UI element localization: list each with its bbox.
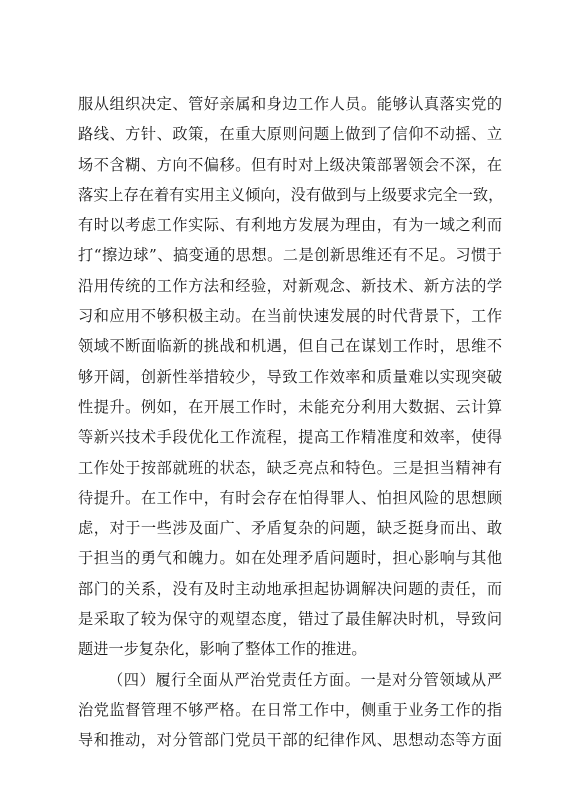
- text-line: 场不含糊、方向不偏移。但有时对上级决策部署领会不深，在: [78, 155, 502, 174]
- text-line: 路线、方针、政策，在重大原则问题上做到了信仰不动摇、立: [78, 125, 502, 144]
- text-line: 等新兴技术手段优化工作流程，提高工作精准度和效率，使得: [78, 428, 502, 447]
- text-line: 工作处于按部就班的状态，缺乏亮点和特色。三是担当精神有: [78, 458, 502, 477]
- paragraph-1: [78, 89, 502, 665]
- text-line: 沿用传统的工作方法和经验，对新观念、新技术、新方法的学: [78, 276, 502, 295]
- text-line: 于担当的勇气和魄力。如在处理矛盾问题时，担心影响与其他: [78, 549, 502, 568]
- text-line: 习和应用不够积极主动。在当前快速发展的时代背景下，工作: [78, 307, 502, 326]
- text-line: 落实上存在着有实用主义倾向，没有做到与上级要求完全一致，: [78, 185, 504, 204]
- paragraph-2: [78, 665, 502, 756]
- text-line: 服从组织决定、管好亲属和身边工作人员。能够认真落实党的: [78, 95, 502, 113]
- text-line: 导和推动，对分管部门党员干部的纪律作风、思想动态等方面: [78, 731, 502, 750]
- text-line: 打“擦边球”、搞变通的思想。二是创新思维还有不足。习惯于: [78, 246, 502, 265]
- text-line: 待提升。在工作中，有时会存在怕得罪人、怕担风险的思想顾: [78, 488, 502, 507]
- text-line: 题进一步复杂化，影响了整体工作的推进。: [78, 640, 367, 659]
- text-line: 有时以考虑工作实际、有利地方发展为理由，有为一域之利而: [78, 216, 502, 235]
- text-line: 虑，对于一些涉及面广、矛盾复杂的问题，缺乏挺身而出、敢: [78, 519, 502, 538]
- text-line: 治党监督管理不够严格。在日常工作中，侧重于业务工作的指: [78, 700, 502, 719]
- document-body: [78, 89, 502, 756]
- text-line: 领域不断面临新的挑战和机遇，但自己在谋划工作时，思维不: [78, 337, 502, 356]
- text-line: 部门的关系，没有及时主动地承担起协调解决问题的责任，而: [78, 579, 502, 598]
- text-line: 是采取了较为保守的观望态度，错过了最佳解决时机，导致问: [78, 610, 502, 629]
- text-line: （四）履行全面从严治党责任方面。一是对分管领域从严: [108, 670, 502, 689]
- text-line: 够开阔，创新性举措较少，导致工作效率和质量难以实现突破: [78, 367, 502, 386]
- text-line: 性提升。例如，在开展工作时，未能充分利用大数据、云计算: [78, 397, 502, 416]
